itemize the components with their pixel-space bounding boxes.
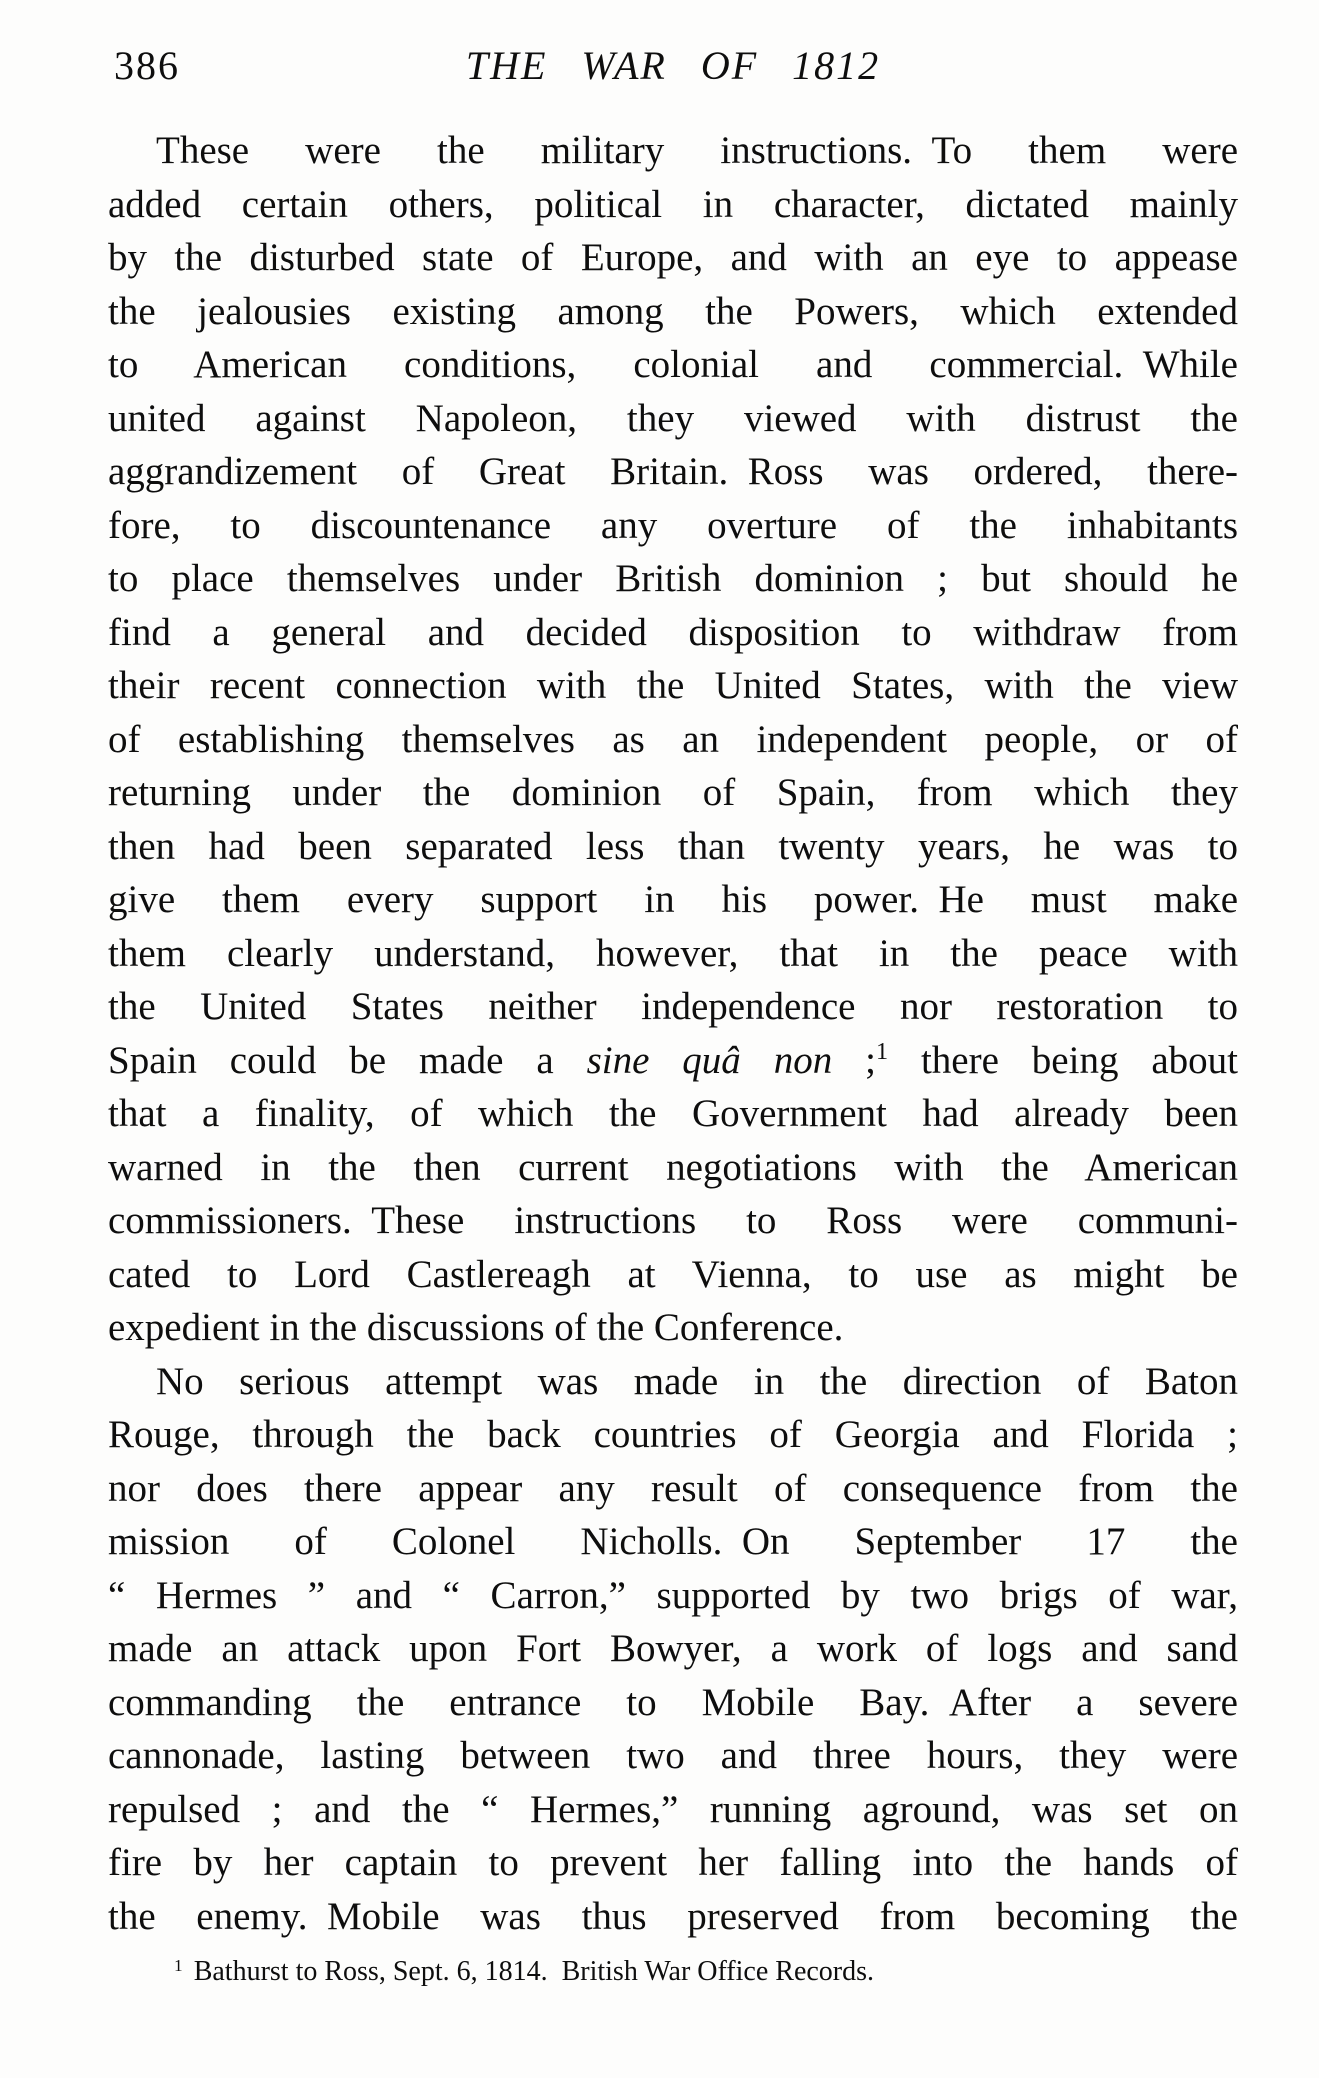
text-segment: there being about [888, 1038, 1239, 1082]
text-line [108, 552, 1238, 606]
text-segment: Rouge, through the back countries of Georgia and Florida ; [108, 1413, 1238, 1456]
text-segment: their recent connection with the United States, with the view [108, 664, 1238, 707]
text-line [108, 1301, 1238, 1355]
text-segment: them clearly understand, however, that in the peace with [108, 931, 1238, 975]
text-segment: the enemy. Mobile was thus preserved from becoming the [108, 1894, 1238, 1938]
text-segment: made an attack upon Fort Bowyer, a work of logs and sand [108, 1627, 1238, 1670]
text-segment: the jealousies existing among the Powers, which extended [108, 289, 1238, 333]
text-segment: ; [832, 1038, 876, 1082]
text-line [108, 445, 1238, 499]
text-line [108, 1676, 1238, 1730]
text-line [108, 1836, 1238, 1890]
text-segment: by the disturbed state of Europe, and with an eye to appease [108, 236, 1238, 279]
text-line [108, 231, 1238, 285]
text-segment: of establishing themselves as an independent people, or of [108, 717, 1238, 761]
text-line [108, 873, 1238, 927]
text-line [108, 1462, 1238, 1516]
text-segment: then had been separated less than twenty years, he was to [108, 824, 1238, 868]
text-line [108, 713, 1238, 767]
text-segment: fire by her captain to prevent her falling into the hands of [108, 1841, 1238, 1884]
text-segment: Spain could be made a [108, 1038, 587, 1082]
text-line [108, 338, 1238, 392]
footnote-ref: 1 [174, 1956, 183, 1975]
text-segment: aggrandizement of Great Britain. Ross was ordered, there- [108, 450, 1238, 493]
text-segment: “ Hermes ” and “ Carron,” supported by two brigs of war, [108, 1573, 1238, 1617]
text-segment: cannonade, lasting between two and three hours, they were [108, 1734, 1238, 1777]
text-line [108, 1248, 1238, 1302]
text-segment: cated to Lord Castlereagh at Vienna, to use as might be [108, 1252, 1238, 1296]
body-text [108, 124, 1238, 1943]
running-head [108, 40, 1238, 92]
text-line [108, 980, 1238, 1034]
text-segment: the United States neither independence nor restoration to [108, 985, 1238, 1028]
text-line [108, 1194, 1238, 1248]
text-segment: to American conditions, colonial and commercial. While [108, 343, 1238, 386]
text-line [108, 392, 1238, 446]
text-line [108, 1729, 1238, 1783]
text-line [108, 1890, 1238, 1944]
text-segment: expedient in the discussions of the Conference. [108, 1306, 844, 1349]
text-segment: united against Napoleon, they viewed with distrust the [108, 396, 1238, 440]
page-number: 386 [114, 43, 180, 88]
text-line [108, 1783, 1238, 1837]
text-segment: that a finality, of which the Government had already been [108, 1092, 1238, 1135]
text-segment: commanding the entrance to Mobile Bay. After a severe [108, 1680, 1238, 1724]
page-title: THE WAR OF 1812 [465, 43, 881, 88]
text-line [108, 659, 1238, 713]
text-line [108, 285, 1238, 339]
text-line [108, 1515, 1238, 1569]
text-line [108, 1034, 1238, 1088]
text-line [108, 124, 1238, 178]
text-segment: to place themselves under British dominion ; but should he [108, 557, 1238, 600]
latin-phrase: sine quâ non [586, 1038, 833, 1082]
text-segment: These were the military instructions. To them were [156, 129, 1238, 172]
text-line [108, 766, 1238, 820]
text-segment: fore, to discountenance any overture of the inhabitants [108, 503, 1238, 547]
text-line [108, 1622, 1238, 1676]
text-line [108, 1141, 1238, 1195]
text-segment: find a general and decided disposition to withdraw from [108, 610, 1238, 654]
text-line [108, 927, 1238, 981]
text-line [108, 1087, 1238, 1141]
text-segment: nor does there appear any result of consequence from the [108, 1466, 1238, 1510]
text-segment: give them every support in his power. He must make [108, 878, 1238, 921]
text-line [108, 1569, 1238, 1623]
text-segment: commissioners. These instructions to Ross were communi- [108, 1199, 1238, 1242]
text-segment: warned in the then current negotiations with the American [108, 1145, 1238, 1189]
text-segment: added certain others, political in character, dictated mainly [108, 182, 1238, 226]
text-line [108, 606, 1238, 660]
text-segment: mission of Colonel Nicholls. On September 17 the [108, 1520, 1238, 1563]
footnote [108, 1954, 1238, 1990]
footnote-ref: 1 [875, 1037, 889, 1065]
text-line [108, 1408, 1238, 1462]
text-line [108, 499, 1238, 553]
text-line [108, 178, 1238, 232]
text-line [108, 1355, 1238, 1409]
text-segment: repulsed ; and the “ Hermes,” running aground, was set on [108, 1787, 1238, 1831]
text-segment: No serious attempt was made in the direction of Baton [156, 1359, 1238, 1403]
text-segment: Bathurst to Ross, Sept. 6, 1814. British War Office Records. [186, 1956, 875, 1987]
text-line [108, 820, 1238, 874]
text-segment: returning under the dominion of Spain, from which they [108, 771, 1238, 814]
